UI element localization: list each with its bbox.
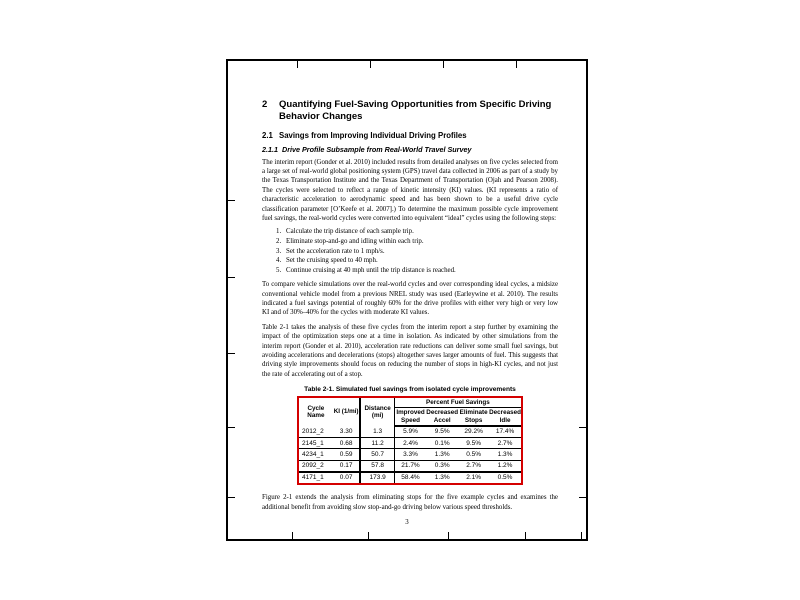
cell-ki: 0.07: [333, 472, 361, 483]
cell-decreased-accel: 1.3%: [426, 472, 458, 483]
ruler-tick: [292, 532, 293, 539]
cell-improved-speed: 5.9%: [403, 428, 418, 436]
cell-decreased-idle: 1.3%: [489, 449, 521, 460]
col-group-header: Percent Fuel Savings: [394, 398, 521, 408]
list-item-text: Eliminate stop-and-go and idling within each trip.: [286, 237, 424, 245]
list-item-text: Set the cruising speed to 40 mph.: [286, 257, 378, 265]
cell-cycle-name: 2012_2: [302, 427, 324, 435]
cell-distance: 1.3: [360, 426, 394, 438]
cell-decreased-accel: 9.5%: [434, 428, 450, 436]
paragraph: Figure 2-1 extends the analysis from eliminating stops for the five example cycles and examines the additional benefit from avoiding slow stop-and-go driving below various speed thresholds.: [262, 494, 558, 511]
list-item: [262, 248, 558, 255]
ruler-tick: [579, 427, 586, 428]
section-title: Savings from Improving Individual Driving Profiles: [279, 131, 467, 140]
list-item: [262, 228, 558, 235]
ruler-tick: [228, 497, 235, 498]
ruler-tick: [228, 427, 235, 428]
cell-distance: 173.9: [360, 472, 394, 483]
chapter-title: Quantifying Fuel-Saving Opportunities from Specific Driving Behavior Changes: [279, 99, 552, 122]
ruler-tick: [368, 532, 369, 539]
cell-improved-speed: 58.4%: [394, 472, 426, 483]
list-item-number: 4.: [276, 257, 282, 265]
paragraph: The interim report (Gonder et al. 2010) included results from detailed analyses on five cycles selected from a large set of real-world global positioning system (GPS) travel data collected in 2006 as part of a study by the Texas Transportation Institute and the Texas Department of Transportation (Ojah and Pearson 2008). The cycles were selected to reflect a range of kinetic intensity (KI) values. (KI represents a ratio of characteristic acceleration to aerodynamic speed and has been shown to be a useful drive cycle classification parameter [O’Keefe et al. 2007].) To determine the maximum possible cycle improvement fuel savings, the real-world cycles were converted into equivalent “ideal” cycles using the following steps:: [262, 158, 559, 222]
cell-eliminate-stops: 29.2%: [464, 428, 483, 436]
subsection-title: Drive Profile Subsample from Real-World Travel Survey: [282, 144, 472, 154]
list-item: [262, 257, 558, 264]
cell-eliminate-stops: 0.5%: [458, 449, 489, 460]
paragraph: To compare vehicle simulations over the real-world cycles and over corresponding ideal cycles, a midsize conventional vehicle model from a previous NREL study was used (Earleywine et al. 2010). The results indicated a fuel savings potential of roughly 60% for the drive profiles with either very high or very low KI and of 30%–40% for the cycles with moderate KI values.: [262, 281, 558, 317]
table-caption: Table 2-1. Simulated fuel savings from isolated cycle improvements: [304, 386, 516, 394]
cell-decreased-accel: 0.3%: [426, 460, 458, 472]
cell-cycle-name: 4234_1: [299, 449, 333, 460]
ruler-tick: [297, 61, 298, 68]
list-item-text: Continue cruising at 40 mph until the trip distance is reached.: [286, 266, 456, 274]
cell-cycle-name: 4171_1: [299, 472, 333, 483]
subsection-number: 2.1.1: [262, 144, 278, 154]
ruler-tick: [228, 353, 235, 354]
document-page: [226, 59, 588, 541]
ordered-list: [262, 228, 558, 274]
cell-decreased-accel: 0.1%: [426, 438, 458, 449]
cell-eliminate-stops: 2.1%: [458, 472, 489, 483]
cell-decreased-accel: 1.3%: [426, 449, 458, 460]
col-header-decreased-idle: Decreased Idle: [489, 408, 521, 426]
ruler-tick: [448, 532, 449, 539]
table-row: [299, 472, 521, 483]
cell-improved-speed: 21.7%: [394, 460, 426, 472]
list-item: [262, 238, 558, 245]
table-row: [299, 460, 521, 472]
ruler-tick: [579, 497, 586, 498]
cell-ki: 0.68: [333, 438, 361, 449]
list-item-number: 1.: [276, 228, 282, 236]
table-row: [299, 438, 521, 449]
ruler-tick: [443, 61, 444, 68]
cell-improved-speed: 3.3%: [394, 449, 426, 460]
ruler-tick: [370, 61, 371, 68]
cell-improved-speed: 2.4%: [394, 438, 426, 449]
cell-eliminate-stops: 9.5%: [458, 438, 489, 449]
cell-decreased-idle: 2.7%: [489, 438, 521, 449]
col-header-improved-speed: Improved Speed: [394, 408, 426, 426]
cell-eliminate-stops: 2.7%: [458, 460, 489, 472]
ruler-tick: [228, 277, 235, 278]
cell-decreased-idle: 1.2%: [489, 460, 521, 472]
page-number: 3: [405, 519, 409, 526]
table-row: [299, 449, 521, 460]
cell-distance: 57.8: [360, 460, 394, 472]
ruler-tick: [228, 200, 235, 201]
ruler-tick: [525, 532, 526, 539]
list-item-number: 2.: [276, 237, 282, 245]
cell-cycle-name: 2092_2: [299, 460, 333, 472]
cell-cycle-name: 2145_1: [299, 438, 333, 449]
paragraph: Table 2-1 takes the analysis of these five cycles from the interim report a step further by examining the impact of the optimization steps one at a time in isolation. As indicated by other simulations from the interim report (Gonder et al. 2010), acceleration rate reductions can deliver some small fuel savings, but avoiding accelerations and decelerations (stops) altogether saves larger amounts of fuel. This suggests that driving style improvements should focus on reducing the number of stops in high-KI cycles, and not just the rate of accelerating out of a stop.: [262, 323, 558, 378]
col-header-distance: Distance (mi): [360, 398, 394, 426]
col-header-eliminate-stops: Eliminate Stops: [458, 408, 489, 426]
cell-decreased-idle: 17.4%: [495, 428, 515, 436]
section-heading: [262, 131, 558, 141]
section-number: 2.1: [262, 131, 273, 140]
list-item-number: 5.: [276, 266, 282, 274]
ruler-tick: [516, 61, 517, 68]
list-item-text: Set the acceleration rate to 1 mph/s.: [286, 247, 385, 255]
col-header-cycle-name: Cycle Name: [307, 404, 325, 419]
cell-distance: 50.7: [360, 449, 394, 460]
table-highlight-box: [297, 396, 523, 485]
subsection-heading: [262, 145, 558, 154]
list-item-number: 3.: [276, 247, 282, 255]
list-item: [262, 267, 558, 274]
chapter-number: 2: [262, 99, 268, 110]
chapter-heading: [262, 99, 564, 122]
cell-ki: 0.59: [333, 449, 361, 460]
ruler-tick: [581, 532, 582, 539]
col-header-ki: KI (1/mi): [333, 398, 361, 426]
table-row: [299, 426, 521, 438]
col-header-decreased-accel: Decreased Accel: [426, 408, 458, 426]
cell-distance: 11.2: [360, 438, 394, 449]
cell-decreased-idle: 0.5%: [489, 472, 521, 483]
list-item-text: Calculate the trip distance of each sample trip.: [286, 228, 414, 236]
cell-ki: 0.17: [333, 460, 361, 472]
fuel-savings-table: [299, 398, 521, 483]
cell-ki: 3.30: [333, 426, 361, 438]
